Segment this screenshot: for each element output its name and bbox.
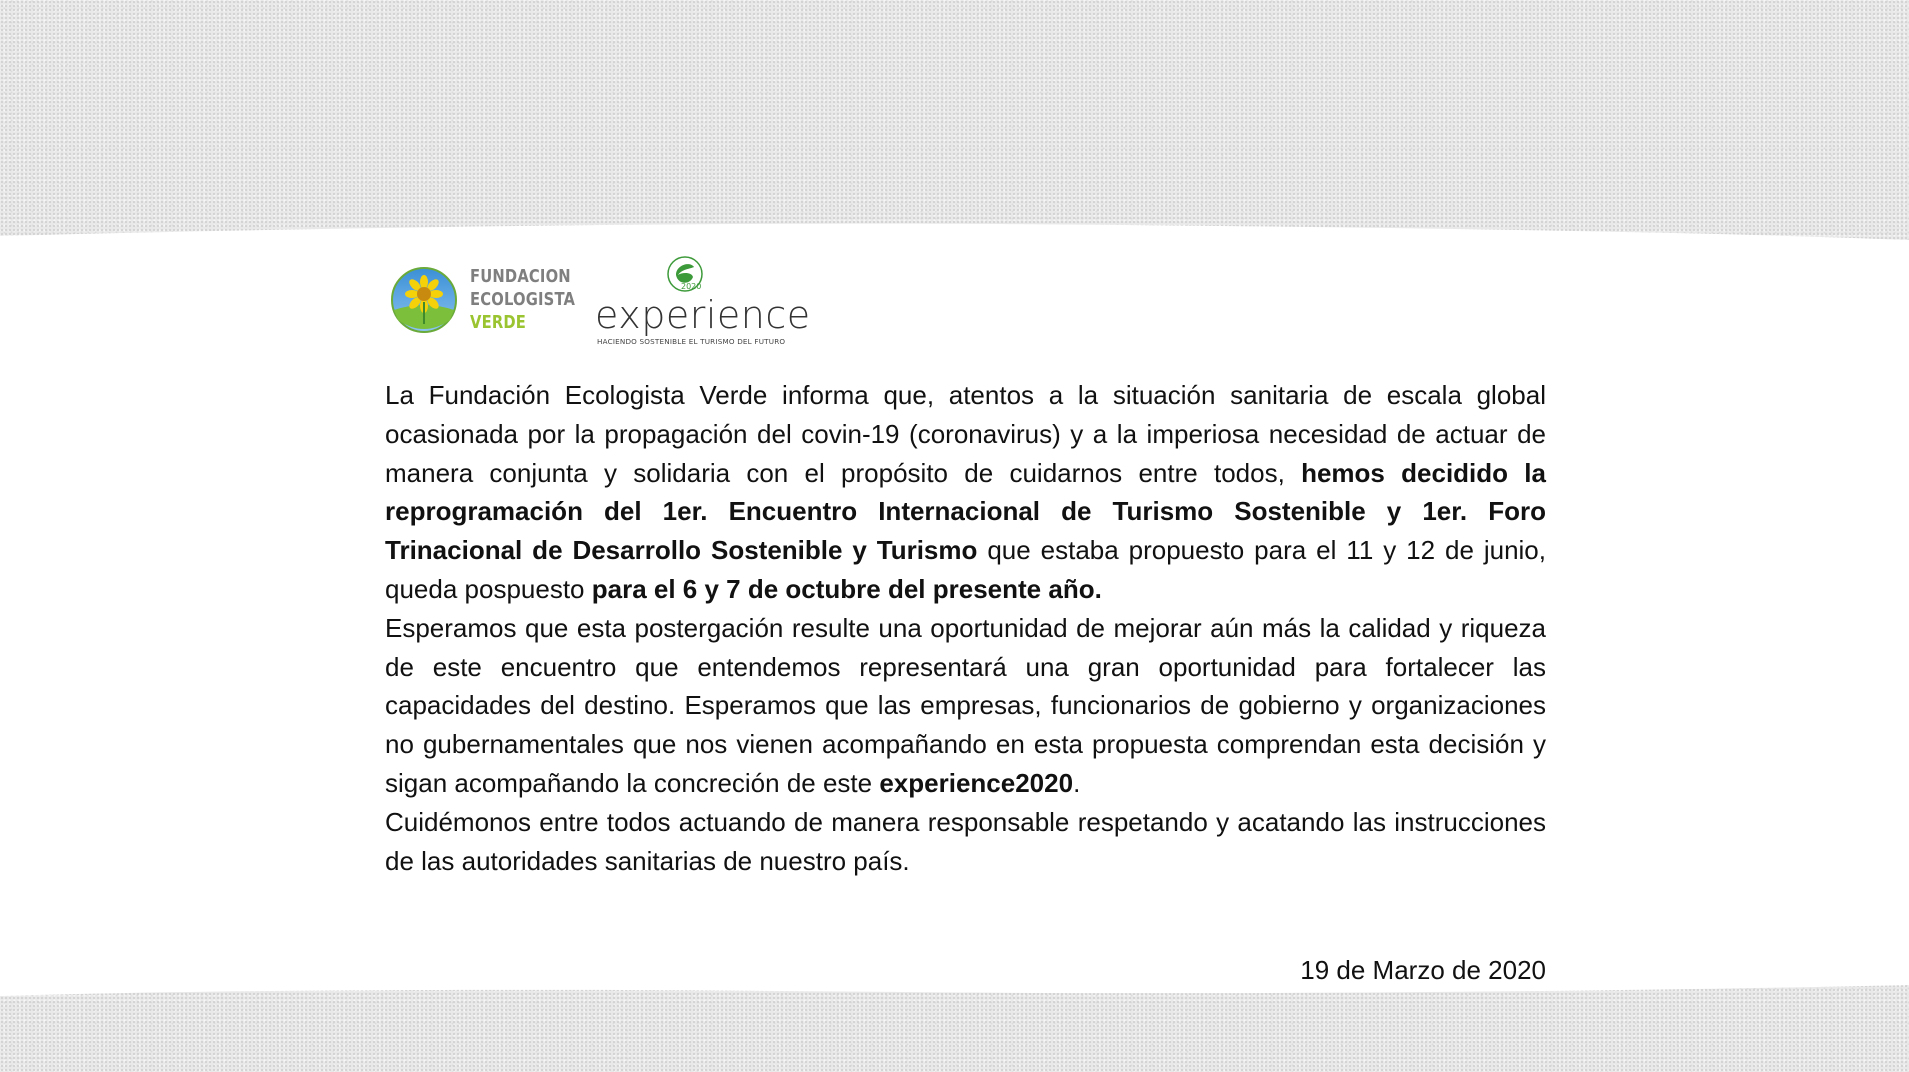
p2-text-2: . <box>1073 767 1081 798</box>
document-date: 19 de Marzo de 2020 <box>1300 955 1546 985</box>
fundacion-logo <box>390 265 598 334</box>
fundacion-line2: ECOLOGISTA <box>470 289 576 310</box>
p1-bold-2: para el 6 y 7 de octubre del presente año. <box>591 573 1102 604</box>
fundacion-line3: VERDE <box>470 312 527 333</box>
fundacion-line1: FUNDACION <box>470 266 571 287</box>
p1-text-2: que estaba propuesto para el 11 y 12 de junio, queda pospuesto <box>385 535 1546 604</box>
paragraph-3: Cuidémonos entre todos actuando de manera responsable respetando y acatando las instrucciones de las autoridades sanitarias de nuestro país. <box>385 806 1546 876</box>
p2-text-1: Esperamos que esta postergación resulte una oportunidad de mejorar aún más la calidad y riqueza de este encuentro que entendemos representará una gran oportunidad para fortalecer las capacidades del destino. Esperamos que las empresas, funcionarios de gobierno y organizaciones no gubernamentales que nos vienen acompañando en esta propuesta comprendan esta decisión y sigan acompañando la concreción de este <box>385 612 1546 798</box>
p1-bold-1: hemos decidido la reprogramación del 1er. Encuentro Internacional de Turismo Sostenible y 1er. Foro Trinacional de Desarrollo Sostenible y Turismo <box>385 457 1546 566</box>
announcement-body <box>385 376 1546 880</box>
paragraph-1 <box>385 376 1546 609</box>
paragraph-2 <box>385 609 1546 803</box>
header-logos <box>390 255 810 355</box>
experience-badge: 2020 <box>681 282 702 291</box>
experience-word: experience <box>595 293 811 337</box>
leaf-e-logo-icon <box>660 255 710 295</box>
sunflower-logo-icon <box>390 266 458 334</box>
p1-text-1: La Fundación Ecologista Verde informa que, atentos a la situación sanitaria de escala global ocasionada por la propagación del covin-19 (coronavirus) y a la imperiosa necesidad de actuar de manera conjunta y solidaria con el propósito de cuidarnos entre todos, <box>385 380 1546 488</box>
experience-logo <box>595 255 811 355</box>
experience-tagline: HACIENDO SOSTENIBLE EL TURISMO DEL FUTURO <box>597 337 786 346</box>
p2-bold-1: experience2020 <box>879 767 1074 798</box>
